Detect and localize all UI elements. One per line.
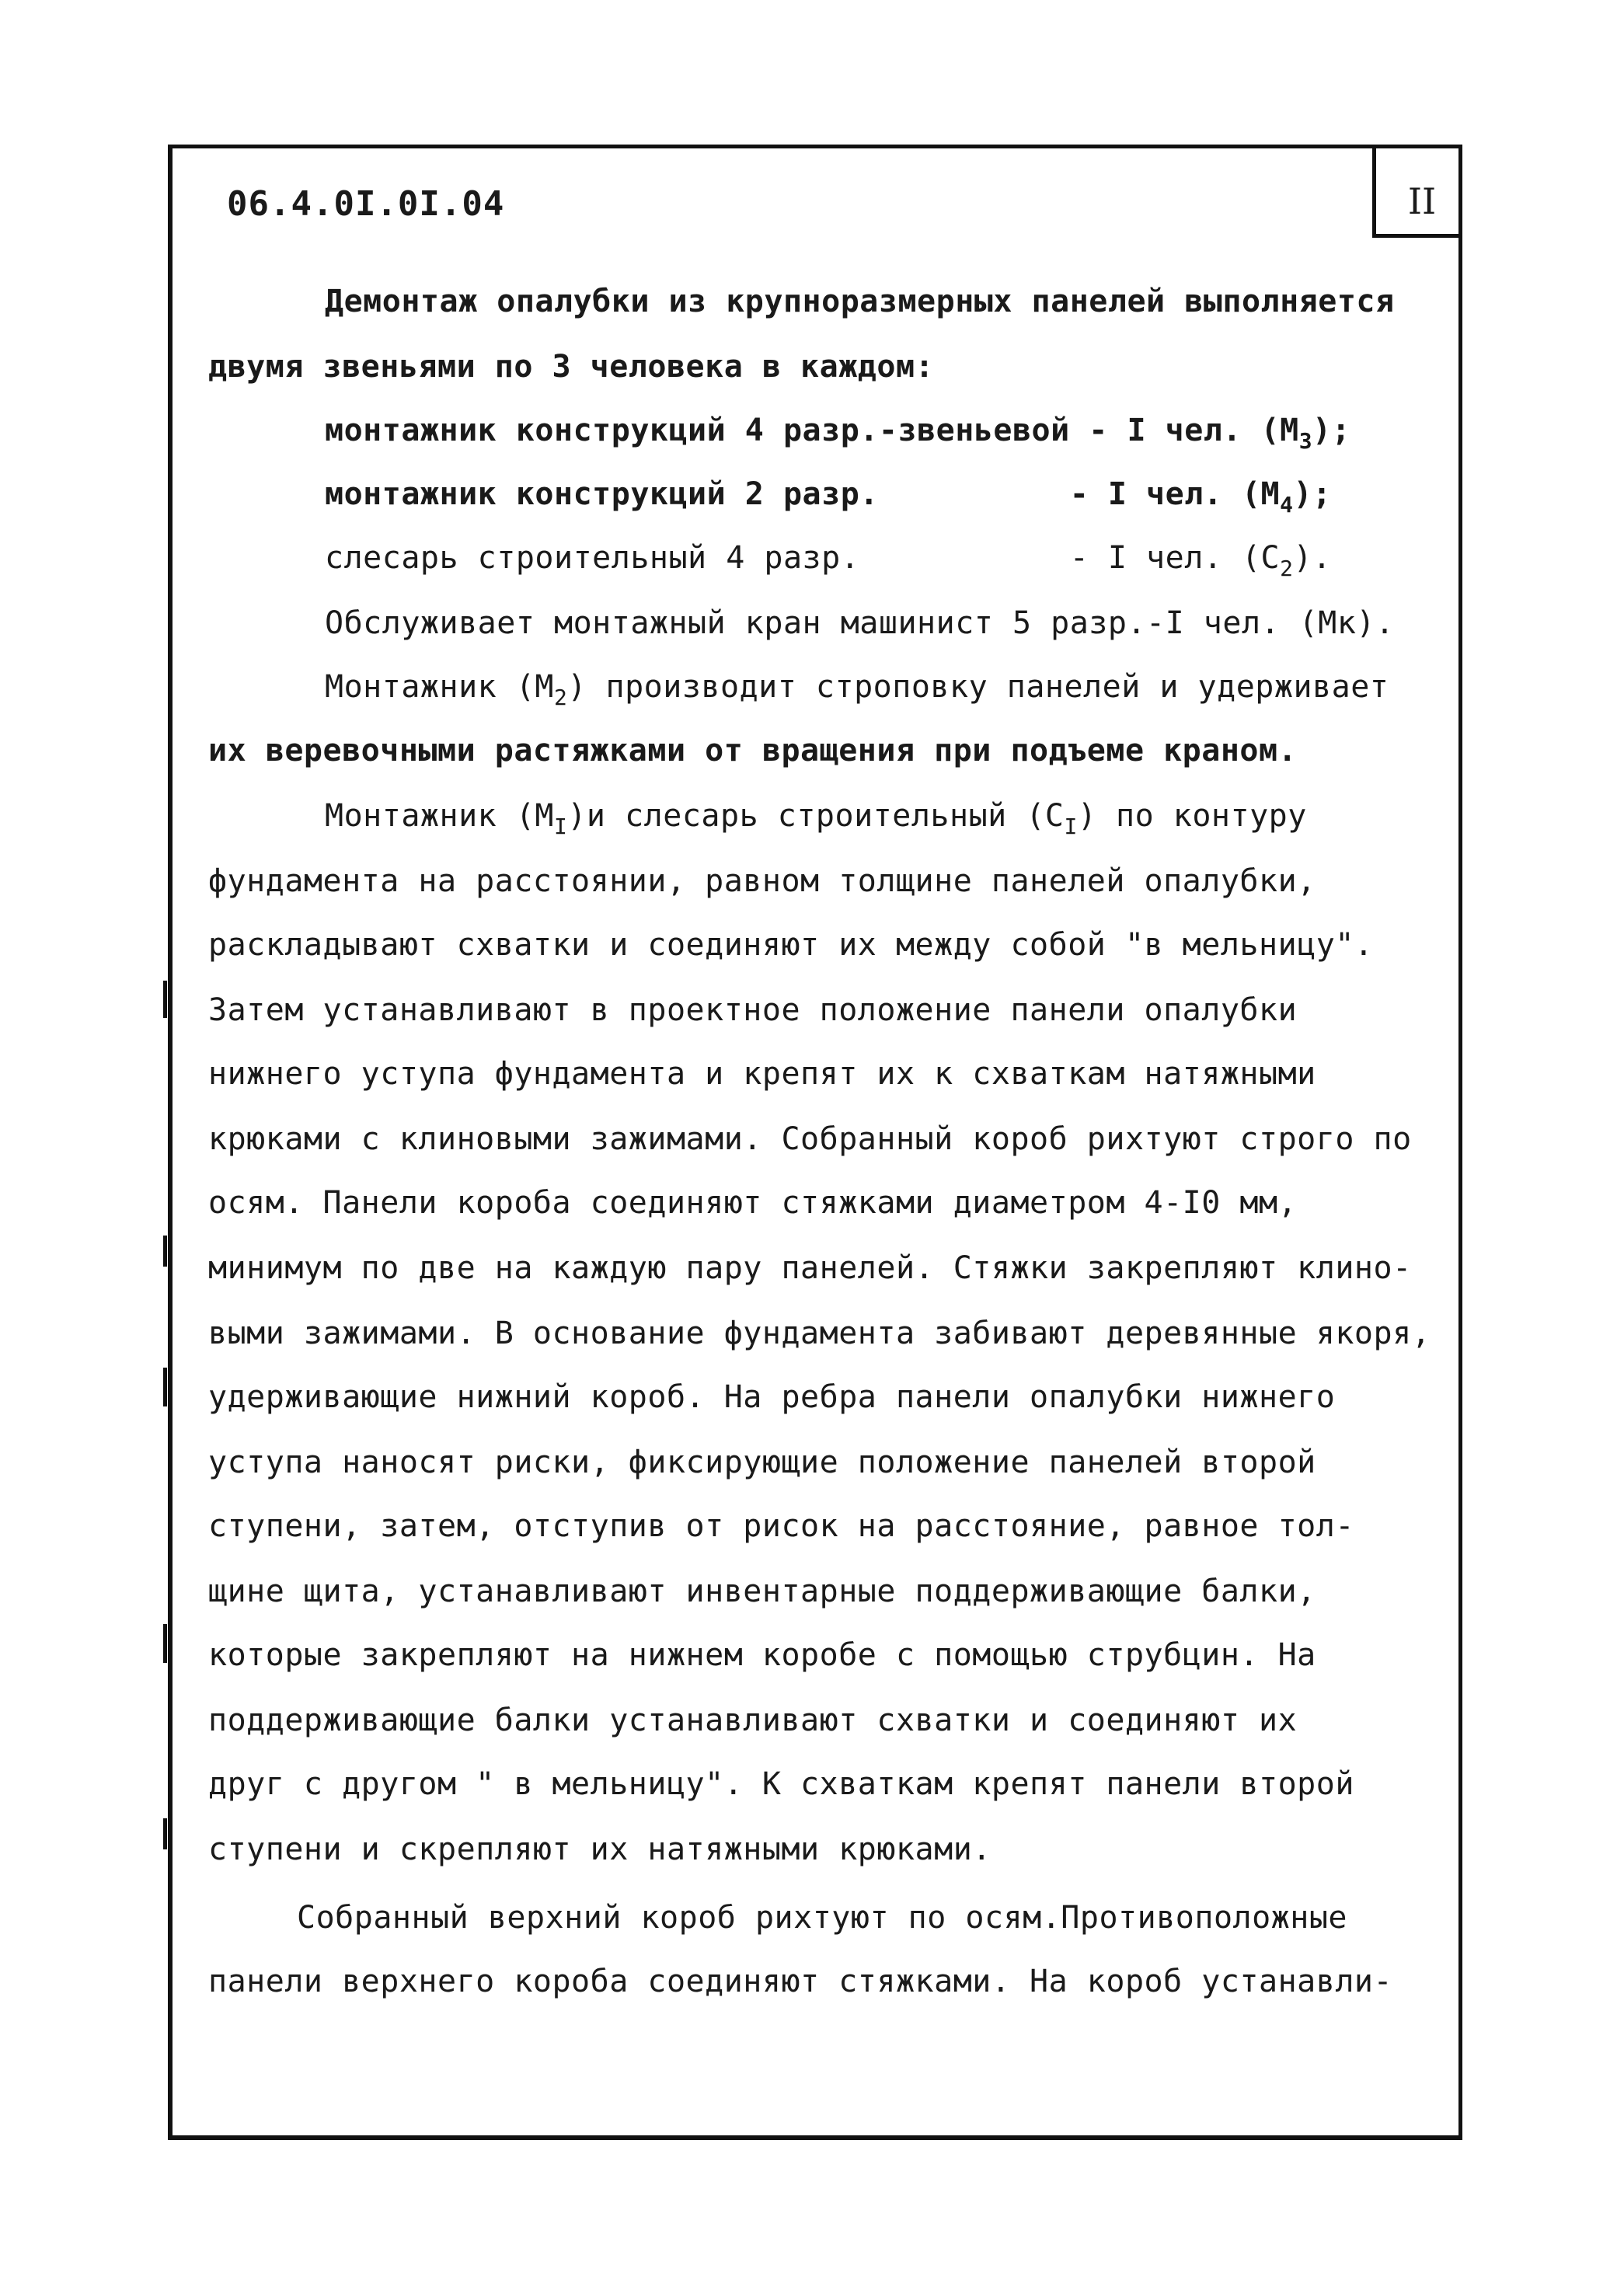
text-run: ) производит строповку панелей и удерживает: [567, 669, 1389, 705]
text-run: монтажник конструкций 2 разр. - I чел. (М: [325, 476, 1281, 512]
text-run: осям. Панели короба соединяют стяжками диаметром 4-I0 мм,: [208, 1185, 1298, 1221]
text-line: [208, 864, 1316, 898]
text-run: двумя звеньями по 3 человека в каждом:: [208, 349, 935, 385]
text-run: панели верхнего короба соединяют стяжками. На короб устанавли-: [208, 1964, 1393, 1999]
text-run: Обслуживает монтажный кран машинист 5 разр.-I чел. (Мк).: [325, 605, 1395, 641]
text-run: щине щита, устанавливают инвентарные поддерживающие балки,: [208, 1574, 1316, 1609]
text-run: );: [1312, 413, 1351, 448]
margin-mark: [163, 981, 167, 1018]
text-run: фундамента на расстоянии, равном толщине панелей опалубки,: [208, 863, 1316, 899]
text-line: [208, 350, 934, 384]
text-run: нижнего уступа фундамента и крепят их к схваткам натяжными: [208, 1056, 1316, 1092]
text-line: [208, 1122, 1412, 1156]
text-run: )и слесарь строительный (С: [567, 798, 1065, 834]
text-run: Затем устанавливают в проектное положение панели опалубки: [208, 992, 1298, 1028]
text-run: уступа наносят риски, фиксирующие положение панелей второй: [208, 1445, 1316, 1480]
subscript: I: [553, 814, 568, 839]
subscript: 4: [1280, 492, 1294, 518]
subscript: 2: [1280, 556, 1294, 581]
text-line: [208, 1964, 1392, 1999]
document-code: 06.4.0I.0I.04: [227, 184, 505, 224]
text-run: слесарь строительный 4 разр. - I чел. (С: [325, 540, 1281, 576]
page-number: II: [1407, 180, 1437, 222]
text-line: [208, 1832, 991, 1866]
text-run: ).: [1293, 540, 1332, 576]
text-line: [325, 476, 1332, 518]
text-run: Монтажник (М: [325, 798, 554, 834]
text-run: ступени, затем, отступив от рисок на расстояние, равное тол-: [208, 1508, 1354, 1544]
text-line: [325, 606, 1395, 640]
text-run: );: [1293, 476, 1332, 512]
text-line: [208, 734, 1297, 768]
subscript: 2: [553, 685, 568, 710]
text-line: [325, 669, 1389, 710]
text-run: Демонтаж опалубки из крупноразмерных панелей выполняется: [325, 284, 1395, 319]
text-line: [208, 1057, 1316, 1091]
text-line: [325, 284, 1395, 319]
text-line: [325, 540, 1332, 581]
text-line: [325, 413, 1351, 454]
margin-mark: [163, 1368, 167, 1406]
text-line: [208, 1703, 1297, 1737]
text-run: Монтажник (М: [325, 669, 554, 705]
text-run: ) по контуру: [1077, 798, 1307, 834]
text-run: монтажник конструкций 4 разр.-звеньевой - I чел. (М: [325, 413, 1299, 448]
margin-mark: [163, 1624, 167, 1663]
text-line: [208, 1316, 1431, 1351]
text-run: раскладывают схватки и соединяют их между собой "в мельницу".: [208, 927, 1374, 963]
text-line: [208, 1638, 1316, 1672]
text-line: [208, 928, 1374, 962]
subscript: I: [1064, 814, 1078, 839]
text-run: Собранный верхний короб рихтуют по осям.Противоположные: [297, 1900, 1348, 1936]
text-run: друг с другом " в мельницу". К схваткам крепят панели второй: [208, 1766, 1354, 1802]
text-line: [208, 1251, 1412, 1285]
text-line: [208, 1186, 1297, 1220]
text-run: их веревочными растяжками от вращения при подъеме краном.: [208, 733, 1298, 769]
text-line: [297, 1901, 1347, 1935]
text-run: удерживающие нижний короб. На ребра панели опалубки нижнего: [208, 1379, 1336, 1415]
text-run: ступени и скрепляют их натяжными крюками.: [208, 1832, 991, 1867]
text-line: [208, 1445, 1316, 1480]
text-line: [208, 993, 1297, 1027]
subscript: 3: [1298, 428, 1313, 454]
text-run: поддерживающие балки устанавливают схватки и соединяют их: [208, 1703, 1298, 1738]
margin-mark: [163, 1236, 167, 1267]
text-line: [325, 798, 1307, 839]
margin-mark: [163, 1818, 167, 1849]
text-line: [208, 1767, 1354, 1801]
text-run: крюками с клиновыми зажимами. Собранный короб рихтуют строго по: [208, 1121, 1412, 1157]
text-line: [208, 1574, 1316, 1609]
text-run: выми зажимами. В основание фундамента забивают деревянные якоря,: [208, 1316, 1431, 1351]
text-line: [208, 1509, 1354, 1543]
text-run: минимум по две на каждую пару панелей. Стяжки закрепляют клино-: [208, 1250, 1412, 1286]
text-run: которые закрепляют на нижнем коробе с помощью струбцин. На: [208, 1637, 1316, 1673]
text-line: [208, 1380, 1335, 1414]
